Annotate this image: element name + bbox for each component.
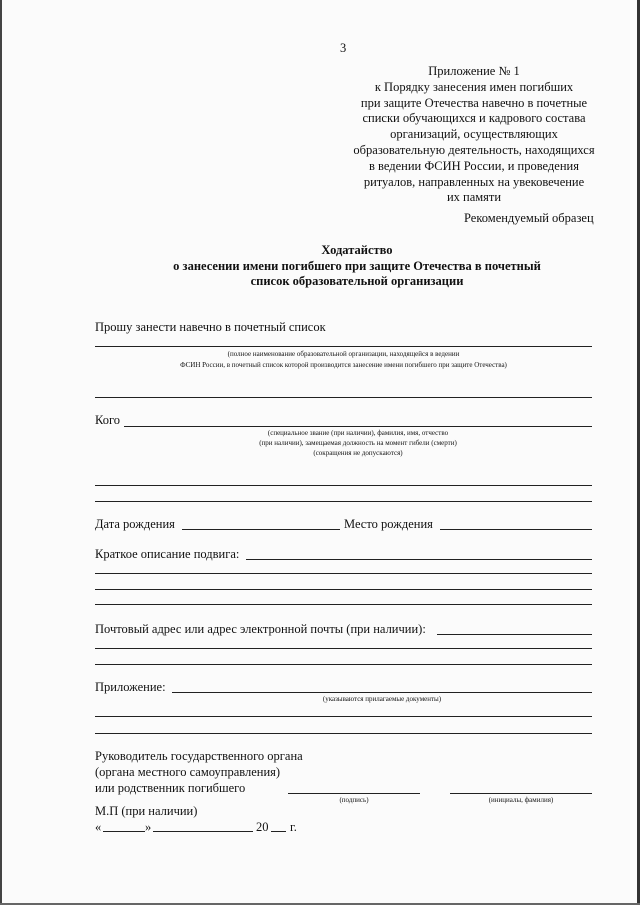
head-label: Руководитель государственного органа — [95, 749, 303, 763]
feat-field-line4[interactable] — [95, 604, 592, 605]
date-year-suffix: г. — [290, 820, 297, 834]
initials-field[interactable] — [450, 793, 592, 794]
signature-field[interactable] — [288, 793, 420, 794]
stamp-label: М.П (при наличии) — [95, 804, 198, 818]
org-name-field[interactable] — [95, 346, 592, 347]
sample-label: Рекомендуемый образец — [464, 211, 594, 225]
appendix-header: Приложение № 1 — [428, 64, 520, 78]
date-month-field[interactable] — [153, 831, 253, 832]
appendix-line: в ведении ФСИН России, и проведения — [369, 158, 579, 173]
title-line: список образовательной организации — [250, 274, 464, 288]
date-close-quote: » — [145, 820, 152, 834]
attachment-label: Приложение: — [95, 680, 166, 694]
page-number: 3 — [340, 41, 347, 55]
title-line: о занесении имени погибшего при защите Отечества в почетный — [173, 258, 541, 273]
request-text: Прошу занести навечно в почетный список — [95, 320, 326, 334]
initials-hint: (инициалы, фамилия) — [488, 796, 554, 804]
whom-hint: (при наличии), замещаемая должность на момент гибели (смерти) — [259, 439, 457, 447]
appendix-line: их памяти — [446, 190, 502, 205]
feat-field[interactable] — [246, 559, 592, 560]
birth-date-field[interactable] — [182, 529, 340, 530]
address-field-line2[interactable] — [95, 648, 592, 649]
whom-field-line2[interactable] — [95, 485, 592, 486]
attachment-field-line3[interactable] — [95, 733, 592, 734]
page-edge-left — [0, 0, 2, 905]
appendix-line: к Порядку занесения имен погибших — [374, 79, 574, 94]
feat-field-line3[interactable] — [95, 589, 592, 590]
attachment-field-line2[interactable] — [95, 716, 592, 717]
appendix-line: ритуалов, направленных на увековечение — [363, 174, 585, 189]
feat-label: Краткое описание подвига: — [95, 547, 240, 561]
appendix-line: при защите Отечества навечно в почетные — [360, 95, 588, 110]
org-name-field-line2[interactable] — [95, 397, 592, 398]
whom-label: Кого — [95, 413, 121, 427]
org-hint: ФСИН России, в почетный список которой производится занесение имени погибшего при защите Отечества) — [180, 361, 507, 369]
head-label: (органа местного самоуправления) — [95, 765, 281, 779]
feat-field-line2[interactable] — [95, 573, 592, 574]
date-year-field[interactable] — [271, 831, 286, 832]
attachment-hint: (указываются прилагаемые документы) — [322, 695, 442, 703]
whom-hint: (сокращения не допускаются) — [313, 449, 403, 457]
birth-place-label: Место рождения — [344, 517, 433, 531]
title-line: Ходатайство — [321, 243, 393, 257]
appendix-block — [330, 64, 618, 206]
date-year-prefix: 20 — [256, 820, 269, 834]
signature-hint: (подпись) — [339, 796, 369, 804]
attachment-field[interactable] — [172, 692, 592, 693]
birth-place-field[interactable] — [440, 529, 592, 530]
birth-date-label: Дата рождения — [95, 517, 175, 531]
address-label: Почтовый адрес или адрес электронной почты (при наличии): — [95, 622, 426, 636]
whom-field[interactable] — [124, 426, 592, 427]
whom-hint: (специальное звание (при наличии), фамилия, имя, отчество — [267, 429, 449, 437]
appendix-line: списки обучающихся и кадрового состава — [362, 111, 586, 126]
date-day-field[interactable] — [103, 831, 145, 832]
appendix-line: организаций, осуществляющих — [390, 127, 558, 142]
org-hint: (полное наименование образовательной организации, находящейся в ведении — [227, 350, 460, 358]
date-open-quote: « — [95, 820, 102, 834]
document-title — [150, 243, 564, 290]
whom-field-line3[interactable] — [95, 501, 592, 502]
appendix-line: образовательную деятельность, находящихся — [353, 142, 595, 157]
head-label: или родственник погибшего — [95, 781, 246, 795]
address-field[interactable] — [437, 634, 592, 635]
address-field-line3[interactable] — [95, 664, 592, 665]
